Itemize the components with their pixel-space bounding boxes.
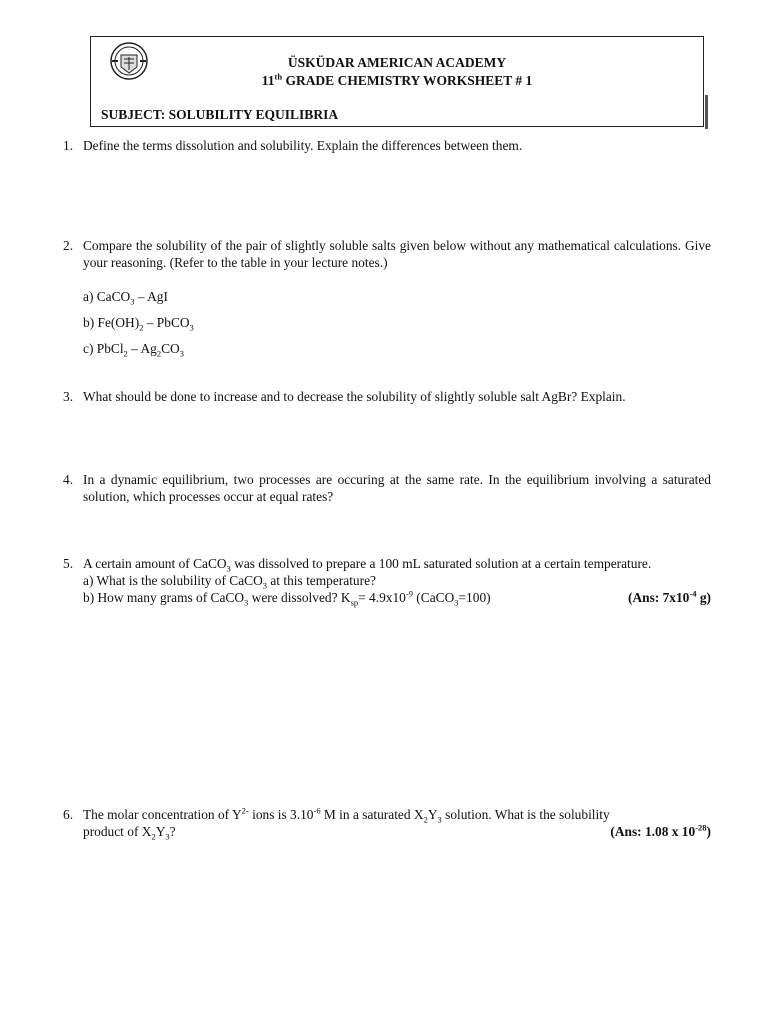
question-text: Define the terms dissolution and solubility. Explain the differences between them. — [83, 138, 523, 153]
question-number: 6. — [63, 807, 74, 822]
school-name: ÜSKÜDAR AMERICAN ACADEMY — [287, 55, 507, 70]
question-number: 3. — [63, 389, 74, 404]
question-part-b: b) How many grams of CaCO$_3$ were dissolved? $K_{sp}= 4.9x10^{-9}$ (CaCO$_3$=100) (Ans: $7x10^{-4}$ g) — [83, 588, 711, 608]
question-text: Compare the solubility of the pair of slightly soluble salts given below without any mathematical calculations. Give your reasoning. (Refer to the table in your lecture notes.) — [83, 238, 711, 270]
option-c: c) PbCl$_2$ – $Ag_2CO_3$ — [83, 341, 184, 359]
question-6 — [63, 806, 711, 840]
worksheet-title: 11th GRADE CHEMISTRY WORKSHEET # 1 — [261, 71, 533, 88]
answer-5: (Ans: $7x10^{-4}$ g) — [628, 588, 711, 605]
question-number: 5. — [63, 556, 74, 571]
question-text: In a dynamic equilibrium, two processes are occuring at the same rate. In the equilibrium involving a saturated solution, which processes occur at equal rates? — [83, 472, 711, 504]
question-1 — [63, 137, 711, 154]
question-5 — [63, 555, 711, 606]
question-text: The molar concentration of $Y^{2-}$ ions is $3.10^{-6}$ M in a saturated $X_2Y_3$ solution. What is the solubility — [83, 805, 610, 825]
question-number: 1. — [63, 138, 74, 153]
subject-line: SUBJECT: SOLUBILITY EQUILIBRIA — [101, 107, 339, 122]
answer-6: (Ans: 1.08 x $10^{-28}$) — [610, 822, 711, 839]
option-b: b) $Fe(OH)_2$ – PbCO$_3$ — [83, 315, 194, 333]
option-a: a) CaCO$_3$ – AgI — [83, 289, 168, 307]
question-number: 2. — [63, 238, 74, 253]
question-number: 4. — [63, 472, 74, 487]
question-part-a: a) What is the solubility of CaCO$_3$ at this temperature? — [83, 573, 376, 591]
worksheet-header — [90, 36, 704, 127]
question-4 — [63, 471, 711, 505]
question-line-2: product of $X_2Y_3$? (Ans: 1.08 x $10^{-28}$) — [83, 822, 711, 842]
question-2 — [63, 237, 711, 271]
question-text: What should be done to increase and to decrease the solubility of slightly soluble salt AgBr? Explain. — [83, 389, 626, 404]
question-3 — [63, 388, 711, 405]
question-text: A certain amount of CaCO$_3$ was dissolved to prepare a 100 mL saturated solution at a certain temperature. — [83, 556, 652, 574]
header-shadow — [705, 95, 708, 129]
